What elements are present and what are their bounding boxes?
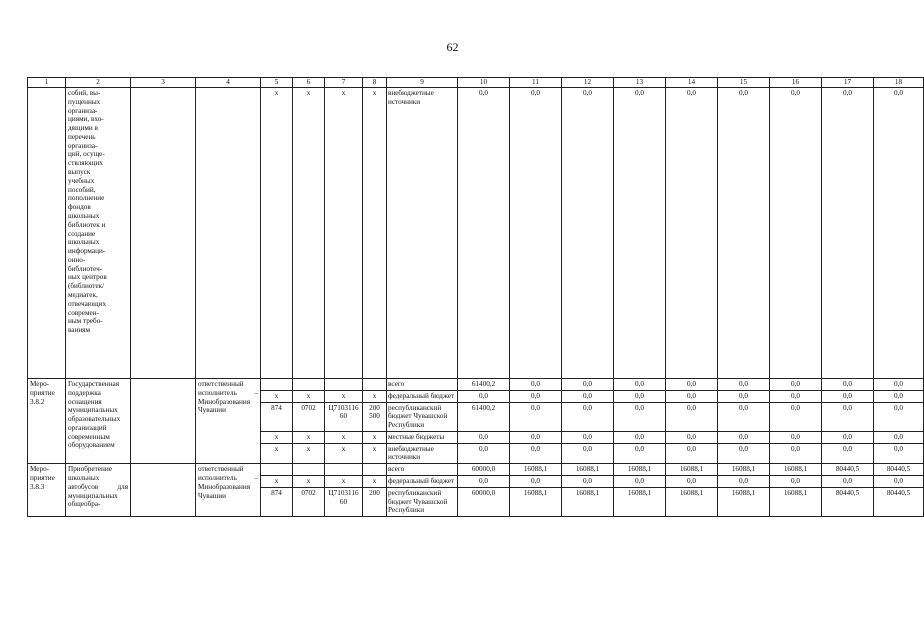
value-cell: 0,0 [562, 390, 614, 402]
activity-name-line: информаци- [68, 247, 106, 256]
cell-c5: 874 [261, 487, 293, 516]
table-row [28, 379, 924, 391]
value-cell: 16088,1 [770, 464, 822, 476]
activity-name-line: организа- [68, 141, 98, 150]
value-cell: 0,0 [562, 88, 614, 379]
col-header: 17 [822, 78, 874, 88]
cell-c8: x [363, 88, 387, 379]
value-cell: 0,0 [666, 88, 718, 379]
value-cell: 16088,1 [614, 487, 666, 516]
cell-c5 [261, 464, 293, 476]
activity-label: Меро-приятие 3.8.3 [28, 464, 66, 517]
value-cell: 16088,1 [666, 464, 718, 476]
funding-source: федеральный бюджет [387, 476, 458, 488]
activity-name-continuation [66, 88, 131, 379]
value-cell: 80440,5 [822, 464, 874, 476]
activity-name-line: ций, осуще- [68, 150, 105, 159]
cell-c5: x [261, 390, 293, 402]
activity-name: Приобретение школьных автобусов для муниципальных общеобра- [66, 464, 131, 517]
cell-c7 [325, 464, 363, 476]
activity-name-line: учебных [68, 176, 95, 185]
value-cell: 0,0 [614, 443, 666, 464]
empty-cell [131, 88, 196, 379]
value-cell: 0,0 [874, 402, 924, 431]
cell-c6: x [293, 390, 325, 402]
activity-name: Государственная поддержка оснащения муниципальных образовательных организаций современным оборудованием [66, 379, 131, 464]
activity-name-line: библиотеч- [68, 264, 103, 273]
value-cell: 61400,2 [458, 402, 510, 431]
value-cell: 0,0 [510, 88, 562, 379]
value-cell: 16088,1 [562, 487, 614, 516]
cell-c8: 200 [363, 487, 387, 516]
cell-c7 [325, 379, 363, 391]
col-header: 3 [131, 78, 196, 88]
value-cell: 0,0 [666, 379, 718, 391]
cell-c7: Ц710311660 [325, 402, 363, 431]
value-cell: 16088,1 [666, 487, 718, 516]
col-header: 14 [666, 78, 718, 88]
value-cell: 0,0 [562, 476, 614, 488]
value-cell: 0,0 [822, 390, 874, 402]
empty-cell [131, 379, 196, 464]
activity-label-cell [28, 88, 66, 379]
funding-source: внебюджетные источники [387, 88, 458, 379]
value-cell: 60000,0 [458, 487, 510, 516]
activity-name-line: создание [68, 229, 96, 238]
cell-c8: 200 500 [363, 402, 387, 431]
table-row [28, 464, 924, 476]
cell-c5: 874 [261, 402, 293, 431]
cell-c8: x [363, 431, 387, 443]
value-cell: 0,0 [510, 443, 562, 464]
activity-name-line: онно- [68, 255, 86, 264]
value-cell: 0,0 [718, 379, 770, 391]
value-cell: 0,0 [874, 379, 924, 391]
cell-c6 [293, 379, 325, 391]
cell-c5: x [261, 443, 293, 464]
value-cell: 0,0 [458, 443, 510, 464]
executor-cell: ответственный исполнитель – Минобразования Чувашии [196, 464, 261, 517]
funding-source: всего [387, 379, 458, 391]
value-cell: 0,0 [718, 443, 770, 464]
value-cell: 0,0 [458, 476, 510, 488]
funding-source: республиканский бюджет Чувашской Республики [387, 487, 458, 516]
value-cell: 16088,1 [562, 464, 614, 476]
value-cell: 0,0 [874, 88, 924, 379]
value-cell: 0,0 [510, 476, 562, 488]
activity-name-line: библиотек и [68, 220, 106, 229]
value-cell: 60000,0 [458, 464, 510, 476]
activity-name-line: фондов [68, 203, 91, 212]
value-cell: 0,0 [614, 379, 666, 391]
cell-c8 [363, 379, 387, 391]
cell-c8: x [363, 443, 387, 464]
cell-c6 [293, 464, 325, 476]
value-cell: 16088,1 [510, 464, 562, 476]
value-cell: 0,0 [822, 402, 874, 431]
col-header: 1 [28, 78, 66, 88]
activity-name-line: школьных [68, 238, 100, 247]
budget-table [27, 77, 924, 517]
cell-c6: 0702 [293, 402, 325, 431]
value-cell: 16088,1 [614, 464, 666, 476]
funding-source: всего [387, 464, 458, 476]
value-cell: 0,0 [822, 379, 874, 391]
cell-c6: x [293, 476, 325, 488]
value-cell: 0,0 [770, 379, 822, 391]
value-cell: 0,0 [510, 390, 562, 402]
value-cell: 80440,5 [822, 487, 874, 516]
col-header: 13 [614, 78, 666, 88]
cell-c8 [363, 464, 387, 476]
cell-c5: x [261, 88, 293, 379]
col-header: 5 [261, 78, 293, 88]
value-cell: 61400,2 [458, 379, 510, 391]
activity-name-line: медиатек, [68, 290, 98, 299]
cell-c8: x [363, 476, 387, 488]
value-cell: 0,0 [874, 476, 924, 488]
value-cell: 0,0 [874, 390, 924, 402]
value-cell: 80440,5 [874, 464, 924, 476]
value-cell: 0,0 [874, 431, 924, 443]
cell-c8: x [363, 390, 387, 402]
cell-c7: Ц710311660 [325, 487, 363, 516]
value-cell: 0,0 [562, 402, 614, 431]
value-cell: 0,0 [562, 431, 614, 443]
activity-name-line: (библиотек/ [68, 282, 105, 291]
value-cell: 0,0 [510, 379, 562, 391]
activity-name-line: современ- [68, 308, 99, 317]
cell-c7: x [325, 476, 363, 488]
value-cell: 0,0 [666, 431, 718, 443]
value-cell: 0,0 [562, 379, 614, 391]
executor-cell: ответственный исполнитель – Минобразования Чувашии [196, 379, 261, 464]
value-cell: 16088,1 [718, 487, 770, 516]
value-cell: 0,0 [718, 402, 770, 431]
activity-name-line: школьных [68, 211, 100, 220]
value-cell: 16088,1 [770, 487, 822, 516]
value-cell: 0,0 [614, 88, 666, 379]
value-cell: 0,0 [614, 476, 666, 488]
value-cell: 0,0 [770, 402, 822, 431]
value-cell: 0,0 [666, 443, 718, 464]
value-cell: 0,0 [614, 402, 666, 431]
cell-c6: x [293, 431, 325, 443]
value-cell: 0,0 [770, 443, 822, 464]
activity-name-line: пособий, [68, 185, 96, 194]
value-cell: 0,0 [614, 431, 666, 443]
value-cell: 0,0 [510, 431, 562, 443]
col-header: 6 [293, 78, 325, 88]
value-cell: 0,0 [458, 390, 510, 402]
value-cell: 0,0 [822, 443, 874, 464]
cell-c7: x [325, 88, 363, 379]
value-cell: 0,0 [718, 88, 770, 379]
value-cell: 0,0 [614, 390, 666, 402]
funding-source: федеральный бюджет [387, 390, 458, 402]
page-number: 62 [446, 40, 459, 54]
col-header: 8 [363, 78, 387, 88]
value-cell: 0,0 [718, 390, 770, 402]
col-header: 4 [196, 78, 261, 88]
cell-c7: x [325, 390, 363, 402]
activity-name-line: циями, вхо- [68, 115, 104, 124]
col-header: 15 [718, 78, 770, 88]
funding-source: внебюджетные источники [387, 443, 458, 464]
cell-c5: x [261, 431, 293, 443]
table-row-continuation [28, 88, 924, 379]
activity-name-line: ных центров [68, 273, 107, 282]
cell-c6: x [293, 443, 325, 464]
value-cell: 0,0 [770, 431, 822, 443]
value-cell: 0,0 [822, 431, 874, 443]
col-header: 11 [510, 78, 562, 88]
value-cell: 16088,1 [510, 487, 562, 516]
header-row [28, 78, 924, 88]
value-cell: 0,0 [562, 443, 614, 464]
executor-cell [196, 88, 261, 379]
value-cell: 0,0 [458, 431, 510, 443]
value-cell: 0,0 [666, 476, 718, 488]
col-header: 16 [770, 78, 822, 88]
value-cell: 0,0 [822, 476, 874, 488]
value-cell: 16088,1 [718, 464, 770, 476]
col-header: 12 [562, 78, 614, 88]
value-cell: 0,0 [718, 476, 770, 488]
col-header: 18 [874, 78, 924, 88]
value-cell: 0,0 [458, 88, 510, 379]
value-cell: 0,0 [666, 390, 718, 402]
activity-name-line: выпуск [68, 168, 91, 177]
empty-cell [131, 464, 196, 517]
value-cell: 0,0 [770, 88, 822, 379]
funding-source: местные бюджеты [387, 431, 458, 443]
activity-name-line: перечень [68, 132, 96, 141]
value-cell: 0,0 [874, 443, 924, 464]
activity-name-line: пущенных [68, 97, 101, 106]
funding-source: республиканский бюджет Чувашской Республики [387, 402, 458, 431]
activity-name-line: пополнение [68, 194, 105, 203]
cell-c7: x [325, 443, 363, 464]
activity-name-line: организа- [68, 106, 98, 115]
value-cell: 0,0 [770, 476, 822, 488]
activity-name-line: ствляющих [68, 159, 103, 168]
cell-c5 [261, 379, 293, 391]
activity-name-line: ным требо- [68, 317, 103, 326]
col-header: 10 [458, 78, 510, 88]
activity-name-line: дящими в [68, 124, 98, 133]
activity-label: Меро-приятие 3.8.2 [28, 379, 66, 464]
value-cell: 0,0 [510, 402, 562, 431]
cell-c6: x [293, 88, 325, 379]
value-cell: 80440,5 [874, 487, 924, 516]
col-header: 2 [66, 78, 131, 88]
cell-c7: x [325, 431, 363, 443]
cell-c6: 0702 [293, 487, 325, 516]
cell-c5: x [261, 476, 293, 488]
value-cell: 0,0 [718, 431, 770, 443]
value-cell: 0,0 [666, 402, 718, 431]
activity-name-line: собий, вы- [68, 89, 101, 97]
col-header: 9 [387, 78, 458, 88]
activity-name-line: ваниям [68, 326, 91, 335]
value-cell: 0,0 [822, 88, 874, 379]
activity-name-line: отвечающих [68, 299, 107, 308]
col-header: 7 [325, 78, 363, 88]
value-cell: 0,0 [770, 390, 822, 402]
